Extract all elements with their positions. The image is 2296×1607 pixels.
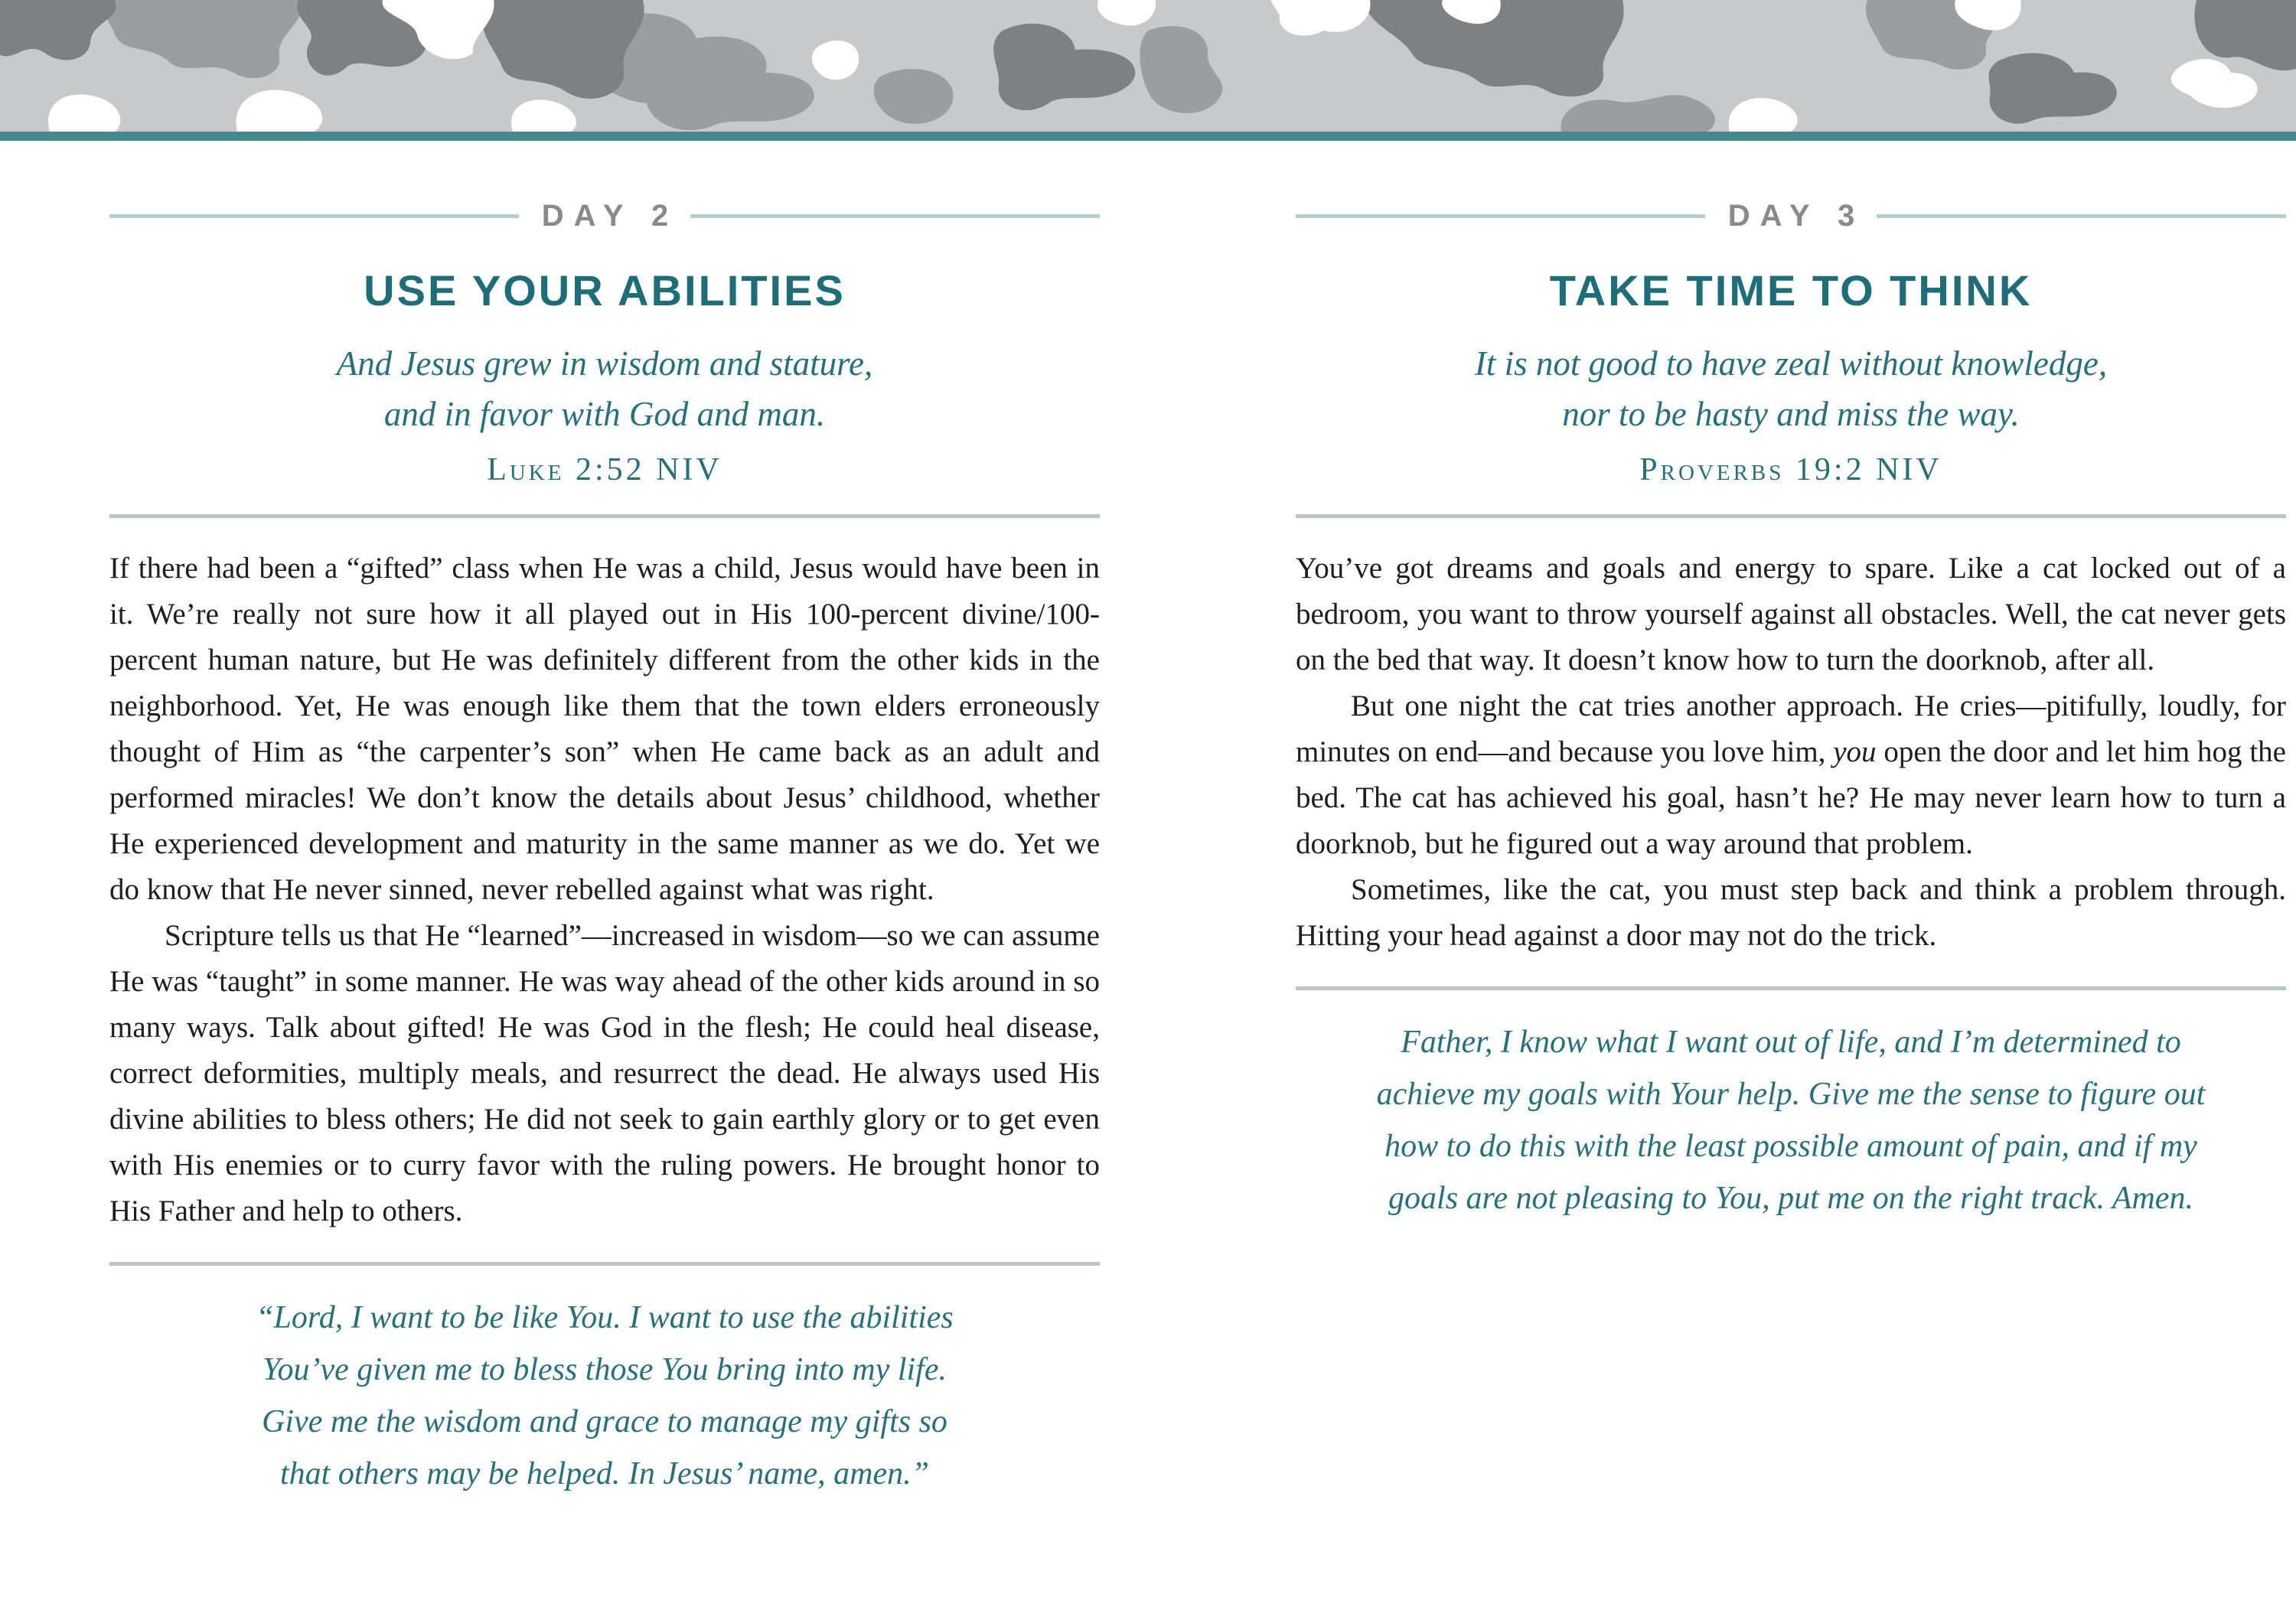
prayer-line: Father, I know what I want out of life, and I’m determined to (1401, 1025, 2181, 1060)
page-title: TAKE TIME TO THINK (1549, 266, 2033, 315)
prayer-line: achieve my goals with Your help. Give me the sense to figure out (1376, 1077, 2206, 1112)
verse-line: And Jesus grew in wisdom and stature, (336, 344, 873, 383)
paragraph: Sometimes, like the cat, you must step back and think a problem through. Hitting your head against a door may not do the trick. (1296, 873, 2286, 952)
paragraph: Scripture tells us that He “learned”—increased in wisdom—so we can assume He was “taught” in some manner. He was way ahead of the other kids around in so many ways. Talk about gifted! He was God in the flesh; He could heal disease, correct deformities, multiply meals, and resurrect the dead. He always used His divine abilities to bless others; He did not seek to gain earthly glory or to get even with His enemies or to curry favor with the ruling powers. He brought honor to His Father and help to others. (109, 919, 1100, 1227)
devotional-body (109, 546, 1100, 1234)
day-header-line-left (109, 214, 519, 218)
camo-banner-image (0, 0, 2296, 132)
verse-line: nor to be hasty and miss the way. (1562, 395, 2020, 433)
day-header-line-right (690, 214, 1100, 218)
day-label: DAY 3 (1727, 199, 1865, 233)
paragraph: You’ve got dreams and goals and energy to spare. Like a cat locked out of a bedroom, you want to throw yourself against all obstacles. Well, the cat never gets on the bed that way. It doesn’t know how to turn the doorknob, after all. (1296, 552, 2286, 676)
prayer-line: You’ve given me to bless those You bring into my life. (263, 1352, 947, 1387)
prayer-line: that others may be helped. In Jesus’ name, amen.” (280, 1456, 929, 1491)
left-page (109, 141, 1100, 1607)
prayer-line: how to do this with the least possible amount of pain, and if my (1384, 1129, 2197, 1164)
day-label: DAY 2 (541, 199, 679, 233)
verse-reference: Proverbs 19:2 NIV (1639, 452, 1942, 487)
verse-reference: Luke 2:52 NIV (487, 452, 722, 487)
prayer-line: Give me the wisdom and grace to manage my gifts so (262, 1404, 947, 1439)
prayer (109, 1292, 1100, 1500)
verse-line: and in favor with God and man. (383, 395, 826, 433)
divider-rule (109, 514, 1100, 518)
prayer (1296, 1016, 2286, 1224)
scripture-verse (109, 338, 1100, 439)
scripture-verse (1296, 338, 2286, 439)
right-page (1296, 141, 2286, 1607)
divider-rule (1296, 986, 2286, 990)
paragraph: If there had been a “gifted” class when He was a child, Jesus would have been in it. We’re really not sure how it all played out in His 100-percent divine/100-percent human nature, but He was definitely different from the other kids in the neighborhood. Yet, He was enough like them that the town elders erroneously thought of Him as “the carpenter’s son” when He came back as an adult and performed miracles! We don’t know the details about Jesus’ childhood, whether He experienced development and maturity in the same manner as we do. Yet we do know that He never sinned, never rebelled against what was right. (109, 552, 1100, 906)
paragraph: But one night the cat tries another approach. He cries—pitifully, loudly, for minutes on end—and because you love him, you open the door and let him hog the bed. The cat has achieved his goal, hasn’t he? He may never learn how to turn a doorknob, but he figured out a way around that problem. (1296, 689, 2286, 860)
divider-rule (1296, 514, 2286, 518)
devotional-body (1296, 546, 2286, 959)
day-header-line-right (1877, 214, 2286, 218)
day-header (109, 199, 1100, 233)
day-header (1296, 199, 2286, 233)
verse-line: It is not good to have zeal without knowledge, (1474, 344, 2108, 383)
teal-divider-bar (0, 132, 2296, 141)
divider-rule (109, 1262, 1100, 1266)
page-title: USE YOUR ABILITIES (364, 266, 846, 315)
day-header-line-left (1296, 214, 1705, 218)
prayer-line: “Lord, I want to be like You. I want to use the abilities (256, 1300, 954, 1335)
prayer-line: goals are not pleasing to You, put me on the right track. Amen. (1388, 1181, 2193, 1216)
